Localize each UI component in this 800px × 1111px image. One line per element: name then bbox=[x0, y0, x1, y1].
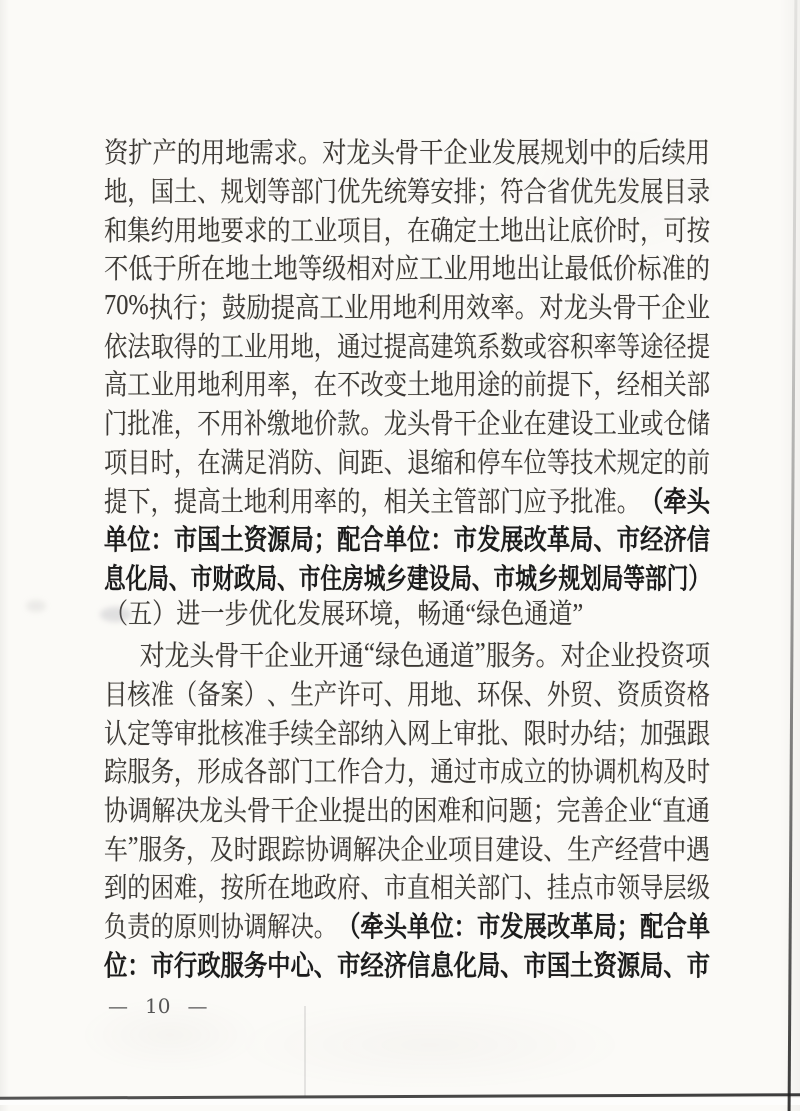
footer-dash-left: — bbox=[108, 994, 128, 1018]
text-line: 踪 服 务 ， 形 成 各 部 门 工 作 合 力 ， 通 过 市 成 立 的 协 调 机 构 及 时 bbox=[104, 757, 711, 789]
text-line: 单 位 ： 市 国 土 资 源 局 ； 配 合 单 位 ： 市 发 展 改 革 局 、 市 经 济 信 bbox=[104, 524, 711, 556]
scan-smudge bbox=[100, 607, 132, 622]
text-line: 70% 执 行 ； 鼓 励 提 高 工 业 用 地 利 用 效 率 。 对 龙 头 骨 干 企 业 bbox=[104, 290, 711, 325]
scan-streak bbox=[304, 1006, 306, 1096]
text-line: 不 低 于 所 在 地 土 地 等 级 相 对 应 工 业 用 地 出 让 最 低 价 标 准 的 bbox=[104, 254, 710, 286]
document-text bbox=[104, 132, 710, 983]
text-line: 门 批 准 ， 不 用 补 缴 地 价 款 。 龙 头 骨 干 企 业 在 建 设 工 业 或 仓 储 bbox=[104, 409, 711, 441]
text-line: 依 法 取 得 的 工 业 用 地 ， 通 过 提 高 建 筑 系 数 或 容 积 率 等 途 径 提 bbox=[104, 331, 711, 363]
text-line: 位 ： 市 行 政 服 务 中 心 、 市 经 济 信 息 化 局 、 市 国 土 资 源 局 、 市 bbox=[104, 949, 711, 981]
text-line: 协 调 解 决 龙 头 骨 干 企 业 提 出 的 困 难 和 问 题 ； 完 善 企 业 “ 直 通 bbox=[104, 793, 710, 828]
footer-dash-right: — bbox=[187, 994, 208, 1018]
page-number: 10 bbox=[145, 994, 171, 1018]
text-line: 高 工 业 用 地 利 用 率 ， 在 不 改 变 土 地 用 途 的 前 提 下 ， 经 相 关 部 bbox=[104, 370, 711, 402]
text-line: 车 ” 服 务 ， 及 时 跟 踪 协 调 解 决 企 业 项 目 建 设 、 生 产 经 营 中 遇 bbox=[104, 831, 710, 866]
text-line: 项 目 时 ， 在 满 足 消 防 、 间 距 、 退 缩 和 停 车 位 等 技 术 规 定 的 前 bbox=[104, 447, 711, 479]
text-line: 地 ， 国 土 、 规 划 等 部 门 优 先 统 筹 安 排 ； 符 合 省 优 先 发 展 目 录 bbox=[104, 177, 711, 209]
text-line: 到 的 困 难 ， 按 所 在 地 政 府 、 市 直 相 关 部 门 、 挂 点 市 领 导 层 级 bbox=[104, 873, 711, 905]
text-line: 和 集 约 用 地 要 求 的 工 业 项 目 ， 在 确 定 土 地 出 让 底 价 时 ， 可 按 bbox=[104, 215, 711, 247]
text-line: 对 龙 头 骨 干 企 业 开 通 “ 绿 色 通 道 ” 服 务 。 对 企 业 投 资 项 bbox=[104, 635, 643, 674]
text-line: 负 责 的 原 则 协 调 解 决 。 （ 牵 头 单 位 ： 市 发 展 改 革 局 ； 配 合 单 bbox=[104, 911, 711, 944]
text-line: 资 扩 产 的 用 地 需 求 。 对 龙 头 骨 干 企 业 发 展 规 划 中 的 后 续 用 bbox=[104, 138, 710, 170]
scan-smudge bbox=[26, 600, 46, 612]
text-line: 目 核 准 （ 备 案 ） 、 生 产 许 可 、 用 地 、 环 保 、 外 贸 、 资 质 资 格 bbox=[104, 679, 711, 711]
section-heading: （五）进一步优化发展环境，畅通“绿色通道” bbox=[104, 599, 584, 631]
page-number-footer bbox=[108, 994, 207, 1018]
text-line: 认 定 等 审 批 核 准 手 续 全 部 纳 入 网 上 审 批 、 限 时 办 结 ； 加 强 跟 bbox=[104, 718, 711, 750]
scanner-background bbox=[0, 1098, 800, 1105]
text-line: 提 下 ， 提 高 土 地 利 用 率 的 ， 相 关 主 管 部 门 应 予 批 准 。 （ 牵 头 bbox=[104, 485, 711, 518]
page-edge-shadow-right bbox=[788, 0, 797, 1111]
paragraph-indent bbox=[104, 654, 140, 655]
text-line: 息 化 局 、 市 财 政 局 、 市 住 房 城 乡 建 设 局 、 市 城 乡 规 划 局 等 部 门 ） bbox=[104, 562, 710, 594]
